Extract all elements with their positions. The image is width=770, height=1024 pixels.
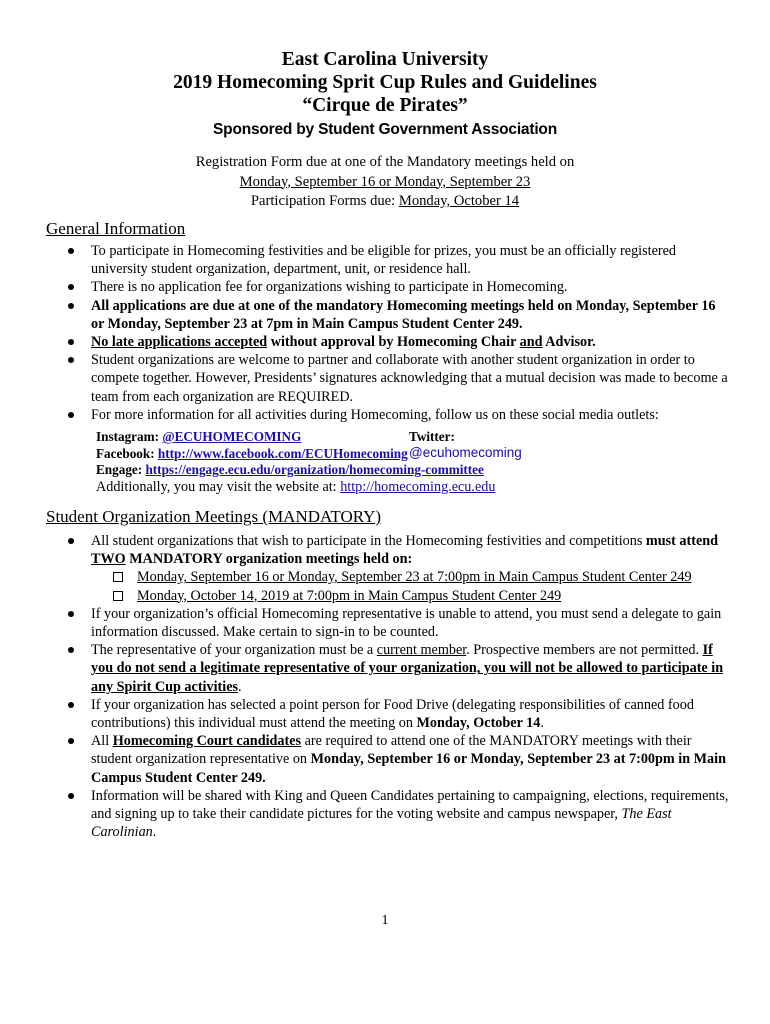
participation-due-date: Monday, October 14 [398,193,520,209]
list-item: No late applications accepted without approval by Homecoming Chair and Advisor. [0,333,770,351]
meeting-option: Monday, September 16 or Monday, September 23 at 7:00pm in Main Campus Student Center 249 [91,568,730,586]
document-title: 2019 Homecoming Sprit Cup Rules and Guidelines [173,72,597,93]
facebook-link[interactable]: http://www.facebook.com/ECUHomecoming [157,446,408,461]
meetings-list [0,532,770,841]
meeting-options [91,568,730,604]
general-info-heading: General Information [46,219,186,238]
university-title: East Carolina University [281,49,489,70]
list-item: All applications are due at one of the mandatory Homecoming meetings held on Monday, September 16 or Monday, September 23 at 7pm in Main Campus Student Center 249. [0,297,770,333]
engage-link[interactable]: https://engage.ecu.edu/organization/homecoming-committee [145,462,484,478]
list-item: All Homecoming Court candidates are required to attend one of the MANDATORY meetings with their student organization representative on Monday, September 16 or Monday, September 23 at 7:00pm in Main Campus Student Center 249. [0,732,770,787]
list-item: All student organizations that wish to participate in the Homecoming festivities and competitions must attend TWO MANDATORY organization meetings held on: Monday, September 16 or Monday, September 23 at 7:00pm in Main Campus Student Center 249 Monday, October 14, 2019 at 7:00pm in Main Campus Student Center 249 [0,532,770,605]
theme-title: “Cirque de Pirates” [302,95,468,116]
list-item: Information will be shared with King and Queen Candidates pertaining to campaigning, elections, requirements, and signing up to take their candidate pictures for the voting website and campus newspaper, The East Carolinian. [0,787,770,842]
sponsor-line: Sponsored by Student Government Association [213,121,557,138]
list-item: For more information for all activities during Homecoming, follow us on these social media outlets: [0,406,770,424]
checkbox-icon [113,572,123,582]
list-item: The representative of your organization must be a current member. Prospective members are not permitted. If you do not send a legitimate representative of your organization, you will not be allowed to participate in any Spirit Cup activities. [0,641,770,696]
list-item: Student organizations are welcome to partner and collaborate with another student organization in order to compete together. However, Presidents’ signatures acknowledging that a mutual decision was made to become a team from each organization are REQUIRED. [0,351,770,406]
meetings-heading: Student Organization Meetings (MANDATORY) [46,507,382,526]
participation-forms-line: Participation Forms due: Monday, October 14 [250,193,520,209]
twitter-handle[interactable]: @ecuhomecoming [409,445,522,461]
social-media-links [0,429,522,495]
instagram-link[interactable]: @ECUHOMECOMING [162,429,302,444]
instagram-label: Instagram: [96,429,163,444]
website-link[interactable]: http://homecoming.ecu.edu [340,478,496,495]
list-item: To participate in Homecoming festivities and be eligible for prizes, you must be an officially registered university student organization, department, unit, or residence hall. [0,242,770,278]
general-info-list [0,242,770,424]
engage-label: Engage: [96,462,146,478]
list-item: There is no application fee for organizations wishing to participate in Homecoming. [0,278,770,296]
list-item: If your organization’s official Homecoming representative is unable to attend, you must send a delegate to gain information discussed. Make certain to sign-in to be counted. [0,605,770,641]
registration-line-1: Registration Form due at one of the Mandatory meetings held on [195,154,575,170]
registration-dates: Monday, September 16 or Monday, September 23 [239,173,531,190]
document-header [0,48,770,212]
twitter-label: Twitter: [409,429,455,444]
website-prefix: Additionally, you may visit the website at: [96,478,341,495]
list-item: If your organization has selected a point person for Food Drive (delegating responsibilities of canned food contributions) this individual must attend the meeting on Monday, October 14. [0,696,770,732]
meeting-option: Monday, October 14, 2019 at 7:00pm in Main Campus Student Center 249 [91,587,730,605]
page-number: 1 [381,913,389,928]
registration-info [0,153,770,212]
checkbox-icon [113,591,123,601]
facebook-label: Facebook: [96,446,158,461]
